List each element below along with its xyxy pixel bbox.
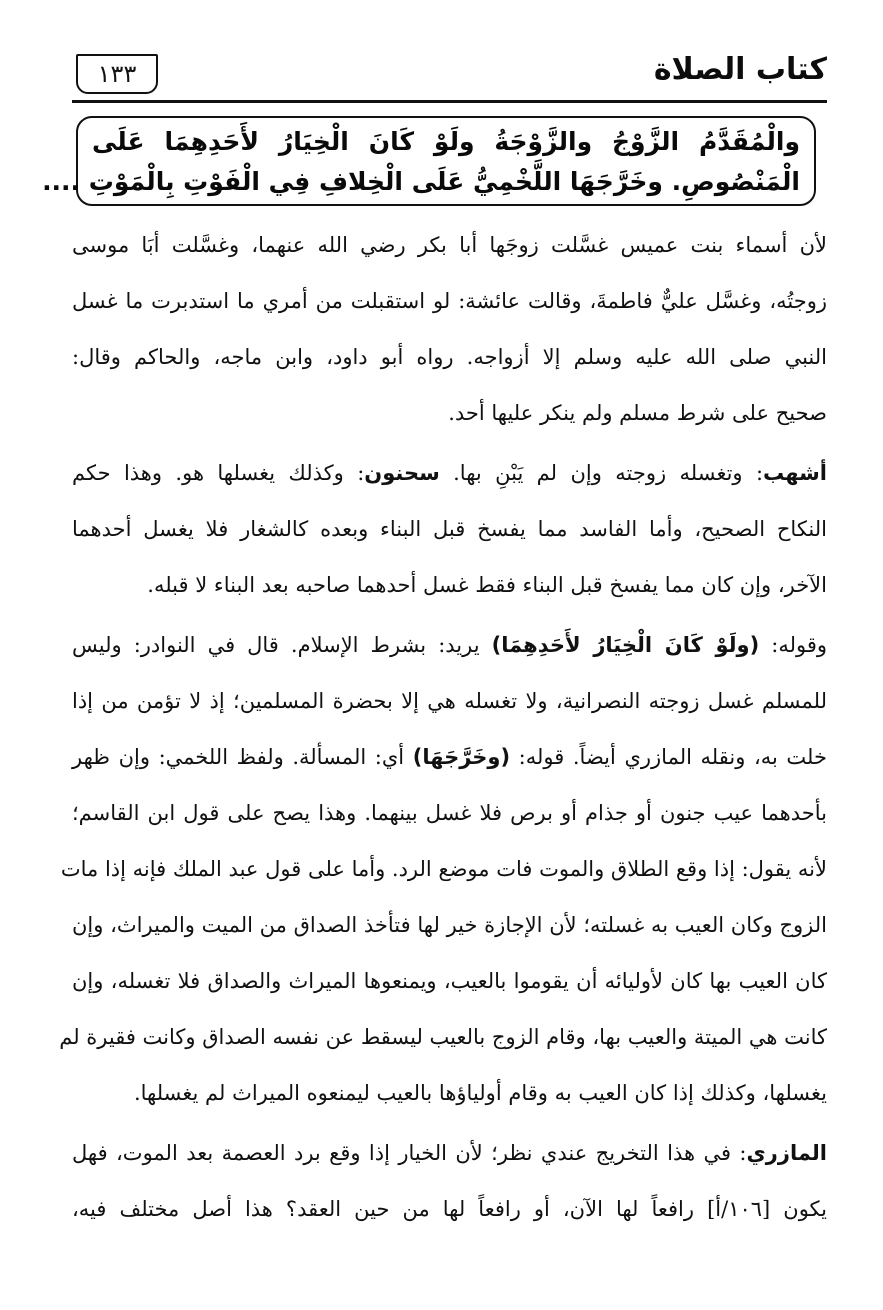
commentary-line: زوجتُه، وغسَّل عليٌّ فاطمةَ، وقالت عائشة: لو استقبلت من أمري ما استدبرت ما غسل: [72, 289, 827, 313]
matn-citation: (ولَوْ كَانَ الْخِيَارُ لأَحَدِهِمَا): [491, 633, 760, 657]
scholar-name-mazari: المازري: [746, 1141, 827, 1165]
commentary-line: [72, 456, 827, 490]
scholar-name-sahnun: سحنون: [364, 461, 440, 485]
commentary-line: [72, 1136, 827, 1170]
page-number: ١٣٣: [76, 54, 158, 94]
commentary-line: صحيح على شرط مسلم ولم ينكر عليها أحد.: [448, 401, 827, 425]
running-header: [72, 46, 827, 102]
commentary-line: [72, 740, 827, 774]
commentary-text: خلت به، ونقله المازري أيضاً. قوله:: [510, 745, 827, 769]
book-page: [42, 40, 828, 1290]
commentary-line: [72, 628, 827, 662]
commentary-line: كانت هي الميتة والعيب بها، وقام الزوج بالعيب ليسقط عن نفسه الصداق وكانت فقيرة لم: [59, 1025, 827, 1049]
scholar-name-ashhab: أشهب: [763, 461, 827, 485]
commentary-line: النكاح الصحيح، وأما الفاسد مما يفسخ قبل البناء وبعده كالشغار فلا يغسل أحدهما: [72, 517, 827, 541]
commentary-text: يريد: بشرط الإسلام. قال في النوادر: وليس: [72, 633, 492, 657]
matn-citation: (وخَرَّجَهَا): [412, 745, 511, 769]
commentary-line: لأن أسماء بنت عميس غسَّلت زوجَها أبا بكر رضي الله عنهما، وغسَّلت أبَا موسى: [72, 233, 828, 257]
commentary-line: بأحدهما عيب جنون أو جذام أو برص فلا غسل بينهما. وهذا يصح على قول ابن القاسم؛: [72, 801, 827, 825]
commentary-text: وقوله:: [759, 633, 828, 657]
commentary-line: لأنه يقول: إذا وقع الطلاق والموت فات موضع الرد. وأما على قول عبد الملك فإنه إذا مات: [60, 857, 827, 881]
matn-line-2: الْمَنْصُوصِ. وخَرَّجَهَا اللَّخْمِيُّ عَلَى الْخِلافِ فِي الْفَوْتِ بِالْمَوْتِ ....: [42, 167, 800, 196]
matn-quote-box: [42, 116, 816, 206]
commentary-line: للمسلم غسل زوجته النصرانية، ولا تغسله هي إلا بحضرة المسلمين؛ إذ لا تؤمن من إذا: [72, 689, 827, 713]
commentary-text: : وتغسله زوجته وإن لم يَبْنِ بها.: [439, 461, 764, 485]
commentary-text: : في هذا التخريج عندي نظر؛ لأن الخيار إذا وقع برد العصمة بعد الموت، فهل: [72, 1141, 747, 1165]
matn-line-1: والْمُقَدَّمُ الزَّوْجُ والزَّوْجَةُ ولَوْ كَانَ الْخِيَارُ لأَحَدِهِمَا عَلَى: [92, 127, 800, 156]
commentary-line: النبي صلى الله عليه وسلم إلا أزواجه. رواه أبو داود، وابن ماجه، والحاكم وقال:: [72, 345, 827, 369]
commentary-line: يكون [١٠٦/أ] رافعاً لها الآن، أو رافعاً لها من حين العقد؟ هذا أصل مختلف فيه،: [72, 1197, 827, 1221]
commentary-text: أي: المسألة. ولفظ اللخمي: وإن ظهر: [72, 745, 413, 769]
commentary-line: يغسلها، وكذلك إذا كان العيب به وقام أولياؤها بالعيب ليمنعوه الميراث لم يغسلها.: [133, 1081, 827, 1105]
commentary-line: كان العيب بها كان لأوليائه أن يقوموا بالعيب، ويمنعوها الميراث والصداق فلا تغسله، وإن: [72, 969, 827, 993]
commentary-line: الزوج وكان العيب به غسلته؛ لأن الإجازة خير لها فتأخذ الصداق من الميت والميراث، وإن: [72, 913, 827, 937]
commentary-text: : وكذلك يغسلها هو. وهذا حكم: [72, 461, 365, 485]
header-divider: [72, 100, 827, 103]
book-title: كتاب الصلاة: [653, 52, 827, 87]
commentary-line: الآخر، وإن كان مما يفسخ قبل البناء فقط غسل أحدهما صاحبه بعد البناء لا قبله.: [147, 573, 827, 597]
